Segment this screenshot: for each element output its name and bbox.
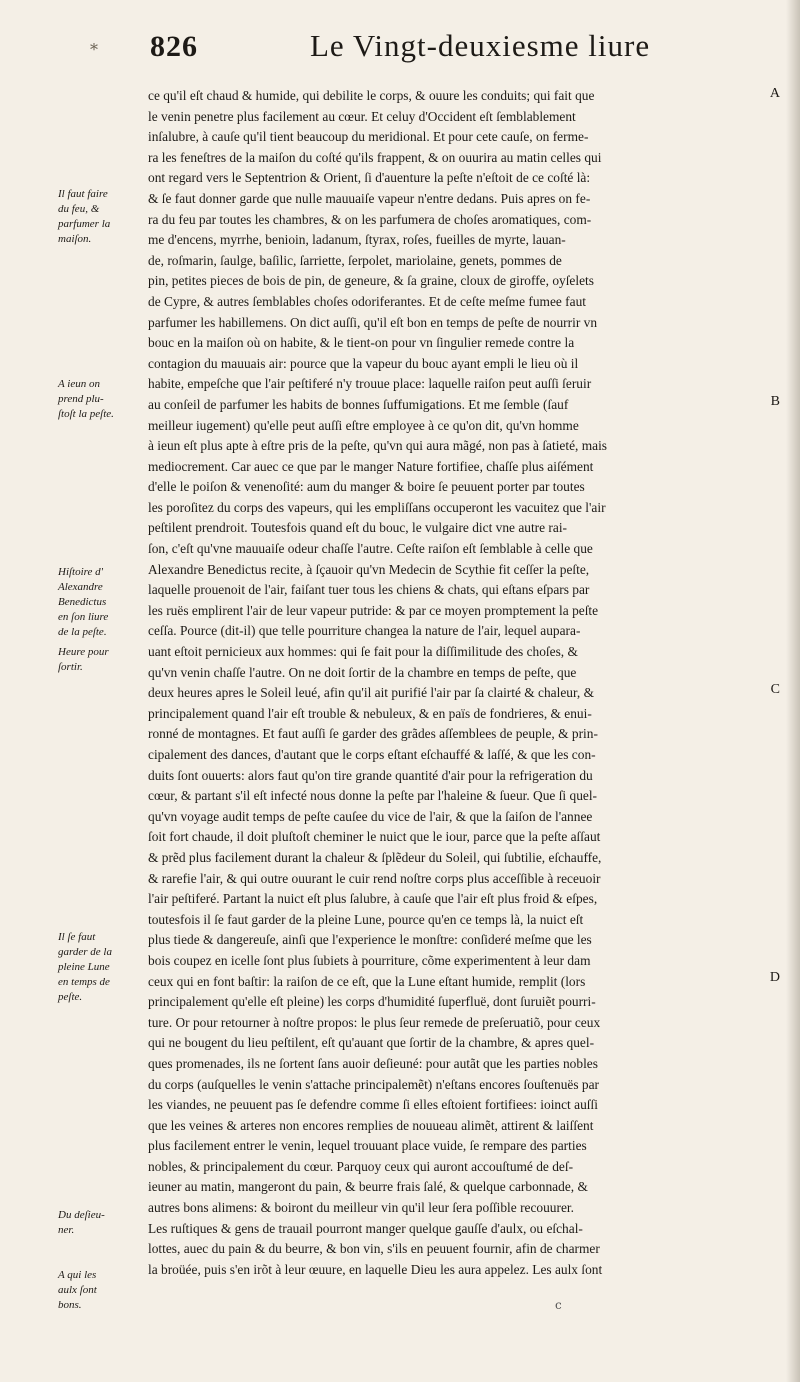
margin-note-line: ſtoſt la peſte. <box>58 408 114 420</box>
body-line: les poroſitez du corps des vapeurs, qui les empliſſans occuperont les vacuitez que l'air <box>148 499 606 515</box>
margin-note-line: Benedictus <box>58 596 107 608</box>
body-line: uant eſtoit pernicieux aux hommes: qui ſe fait pour la diſſimilitude des choſes, & <box>148 644 578 660</box>
body-line: ceux qui en font baſtir: la raiſon de ce eſt, que la Lune eſtant humide, remplit (lors <box>148 973 586 989</box>
body-line: ce qu'il eſt chaud & humide, qui debilite le corps, & ouure les conduits; qui fait que <box>148 88 595 103</box>
body-line: qui ne bougent du lieu peſtilent, eſt qu'auant que ſortir de la chambre, & apres quel- <box>148 1035 595 1051</box>
body-line: autres bons alimens: & boiront du meilleur vin qu'il leur ſera poſſible recouurer. <box>148 1200 574 1216</box>
section-letter-a: A <box>769 86 780 101</box>
body-line: habite, empeſche que l'air peſtiferé n'y trouue place: laquelle raiſon peut auſſi ſeruir <box>148 376 592 392</box>
body-line: & ſe faut donner garde que nulle mauuaiſe vapeur n'entre dedans. Puis apres on fe- <box>148 190 591 206</box>
body-line: bois coupez en icelle ſont plus ſubiets à pourriture, cõme experimentent à leur dam <box>148 952 591 968</box>
body-line: d'elle le poiſon & venenoſité: aum du manger & boire ſe peuuent porter par toutes <box>148 479 585 495</box>
body-line: peſtilent prendroit. Toutesfois quand eſt du bouc, le vulgaire dict vne autre rai- <box>148 520 568 536</box>
margin-note-heure <box>58 645 146 675</box>
body-line: Les ruſtiques & gens de trauail pourront manger quelque gauſſe d'aulx, ou eſchal- <box>148 1220 583 1236</box>
body-line: au conſeil de parfumer les habits de bonnes ſuffumigations. Et me ſemble (ſauf <box>148 396 569 412</box>
margin-note-line: Alexandre <box>58 581 103 593</box>
body-line: ont regard vers le Septentrion & Orient, ſi d'auenture la peſte n'eſtoit de ce coſté là: <box>148 170 591 186</box>
body-line: à ieun eſt plus apte à eſtre pris de la peſte, qu'vn qui aura mãgé, non pas à ſatieté, mais <box>148 438 608 454</box>
margin-note-line: pleine Lune <box>58 961 110 973</box>
body-line: l'air peſtiferé. Partant la nuict eſt plus ſalubre, à cauſe que l'air eſt plus froid & eſpes, <box>148 891 598 907</box>
body-line: pin, petites pieces de bois de pin, de geneure, & ſa graine, cloux de giroffe, oyſelets <box>148 273 594 289</box>
margin-note-line: Il ſe faut <box>58 931 96 943</box>
body-line: & rarefie l'air, & qui outre ouurant le cuir rend noſtre corps plus acceſſible à receuoir <box>148 870 601 886</box>
body-line: ronné de montagnes. Et faut auſſi ſe garder des grãdes aſſemblees de peuple, & prin- <box>148 726 598 742</box>
margin-note-line: A ieun on <box>58 378 100 390</box>
margin-note-line: Hiſtoire d' <box>58 566 104 578</box>
margin-note-line: aulx ſont <box>58 1284 97 1296</box>
margin-note-line: A qui les <box>58 1269 97 1281</box>
body-line: du corps (auſquelles le venin s'attache principalemẽt) n'eſtans encores ſouſtenuës par <box>148 1076 600 1092</box>
body-line: lottes, auec du pain & du beurre, & bon vin, s'ils en peuuent fournir, afin de charmer <box>148 1241 600 1257</box>
running-title: Le Vingt-deuxiesme liure <box>310 28 651 63</box>
body-line: principalement quand l'air eſt trouble & nebuleux, & en païs de fondrieres, & enui- <box>148 705 592 721</box>
body-line: ceſſa. Pource (dit-il) que telle pourriture changea la nature de l'air, lequel aupara- <box>148 623 581 639</box>
page-number: 826 <box>150 30 198 63</box>
margin-note-aulx <box>58 1268 146 1313</box>
body-line: & prẽd plus facilement durant la chaleur & ſplẽdeur du Soleil, qui ſubtilie, eſchauffe, <box>148 849 602 865</box>
body-line: de Cypre, & autres ſemblables choſes odoriferantes. Et de ceſte meſme fumee faut <box>148 293 587 309</box>
ornament-mark: * <box>90 40 98 59</box>
margin-note-line: du feu, & <box>58 203 100 215</box>
body-line: Alexandre Benedictus recite, à ſçauoir qu'vn Medecin de Scythie fit ceſſer la peſte, <box>148 561 590 577</box>
margin-note-line: de la peſte. <box>58 626 107 638</box>
body-line: ra les feneſtres de la maiſon du coſté qu'ils frappent, & on ouurira au matin celles qui <box>148 149 602 165</box>
page-edge-shadow <box>786 0 800 1382</box>
body-line: ſon, c'eſt qu'vne mauuaiſe odeur chaſſe l'autre. Ceſte raiſon eſt ſemblable à celle que <box>148 541 593 557</box>
body-line: que les veines & arteres non encores remplies de nouueau alimẽt, attirent & laiſſent <box>148 1117 594 1133</box>
body-line: plus facilement entrer le venin, lequel trouuant place vuide, ſe rempare des parties <box>148 1138 587 1154</box>
body-line: ſoit fort chaude, il doit pluſtoſt cheminer le nuict que le iour, parce que la peſte aſſaut <box>148 829 601 845</box>
margin-note-line: Heure pour <box>58 646 109 658</box>
margin-note-histoire <box>58 565 146 640</box>
margin-note-desieuner <box>58 1208 146 1238</box>
section-letter-c: C <box>770 682 780 697</box>
margin-note-line: bons. <box>58 1299 82 1311</box>
body-line: les viandes, ne peuuent pas ſe defendre comme ſi elles eſtoient fortifiees: ioinct auſſi <box>148 1097 598 1113</box>
body-line: ture. Or pour retourner à noſtre propos: le plus ſeur remede de preſeruatiõ, pour ceux <box>148 1014 601 1030</box>
body-line: de, roſmarin, ſaulge, baſilic, ſarriette, ſerpolet, mariolaine, genets, pommes de <box>148 252 562 268</box>
body-line: cœur, & partant s'il eſt infecté nous donne la peſte par l'haleine & ſueur. Que ſi quel- <box>148 788 598 804</box>
body-line: contagion du mauuais air: pource que la vapeur du bouc ayant empli le lieu où il <box>148 355 579 371</box>
margin-note-line: en ſon liure <box>58 611 109 623</box>
body-line: ra du feu par toutes les chambres, & on les parfumera de choſes aromatiques, com- <box>148 211 592 227</box>
margin-note-line: garder de la <box>58 946 112 958</box>
body-line: principalement qu'elle eſt pleine) les corps d'humidité ſuperfluë, dont ſuruiẽt pourri- <box>148 994 596 1010</box>
body-line: les ruës emplirent l'air de leur vapeur putride: & par ce moyen promptement la peſte <box>148 602 599 618</box>
body-line: cipalement des dances, d'autant que le corps eſtant eſchauffé & laſſé, & que les con- <box>148 747 596 762</box>
body-line: deux heures apres le Soleil leué, afin qu'il ait purifié l'air par ſa clairté & chaleur, & <box>148 685 595 701</box>
margin-note-line: maiſon. <box>58 233 92 245</box>
body-line: nobles, & principalement du cœur. Parquoy ceux qui auront accouſtumé de deſ- <box>148 1158 574 1174</box>
body-line: qu'vn voyage audit temps de peſte cauſee du vice de l'air, & que la ſaiſon de l'annee <box>148 808 593 824</box>
margin-note-feu <box>58 187 146 247</box>
body-text <box>148 86 766 1280</box>
body-line: parfumer les habillemens. On dict auſſi, qu'il eſt bon en temps de peſte de nourrir vn <box>148 314 598 330</box>
margin-note-line: ner. <box>58 1224 75 1236</box>
margin-note-line: Du deſieu- <box>58 1209 105 1221</box>
margin-note-lune <box>58 930 146 1005</box>
body-line: laquelle prouenoit de l'air, faiſant tuer tous les chiens & chats, qui eſtans eſpars par <box>148 582 590 598</box>
body-line: le venin penetre plus facilement au cœur. Et celuy d'Occident eſt ſemblablement <box>148 108 576 124</box>
margin-note-line: ſortir. <box>58 661 83 673</box>
section-letter-d: D <box>769 970 780 985</box>
margin-note-ieun <box>58 377 146 422</box>
body-line: ieuner au matin, mangeront du pain, & beurre frais ſalé, & quelque carbonnade, & <box>148 1179 588 1195</box>
body-line: me d'encens, myrrhe, benioin, ladanum, ſtyrax, roſes, fueilles de myrte, lauan- <box>148 232 566 248</box>
body-line: qu'vn venin chaſſe l'autre. On ne doit ſortir de la chambre en temps de peſte, que <box>148 664 577 680</box>
body-line: inſalubre, à cauſe qu'il tient beaucoup du meridional. Et pour cete cauſe, on ferme- <box>148 129 589 145</box>
body-line: mediocrement. Car auec ce que par le manger Nature fortifiee, chaſſe plus aiſément <box>148 458 594 474</box>
body-line: toutesfois il ſe faut garder de la pleine Lune, pource qu'en ce temps là, la nuict eſt <box>148 911 584 927</box>
body-line: duits ſont ouuerts: alors faut qu'on tire grande quantité d'air pour la refrigeration du <box>148 767 593 783</box>
body-line: ques promenades, ils ne ſortent ſans auoir deſieuné: pour autãt que les parties nobles <box>148 1055 598 1071</box>
margin-note-line: peſte. <box>58 991 83 1003</box>
margin-note-line: en temps de <box>58 976 110 988</box>
margin-note-line: parfumer la <box>58 218 111 230</box>
body-line: bouc en la maiſon où on habite, & le tient-on pour vn ſingulier remede contre la <box>148 335 575 351</box>
section-letter-b: B <box>770 394 780 409</box>
body-line: la broüée, puis s'en irõt à leur œuure, en laquelle Dieu les aura appelez. Les aulx ſont <box>148 1261 603 1277</box>
footer-signature-mark: c <box>555 1298 562 1312</box>
margin-note-line: prend plu- <box>58 393 104 405</box>
body-line: meilleur iugement) qu'elle peut auſſi eſtre employee à ce qu'on dit, qu'vn homme <box>148 417 579 433</box>
margin-note-line: Il faut faire <box>58 188 108 200</box>
body-line: plus tiede & dangereuſe, ainſi que l'experience le monſtre: conſideré meſme que les <box>148 932 592 948</box>
